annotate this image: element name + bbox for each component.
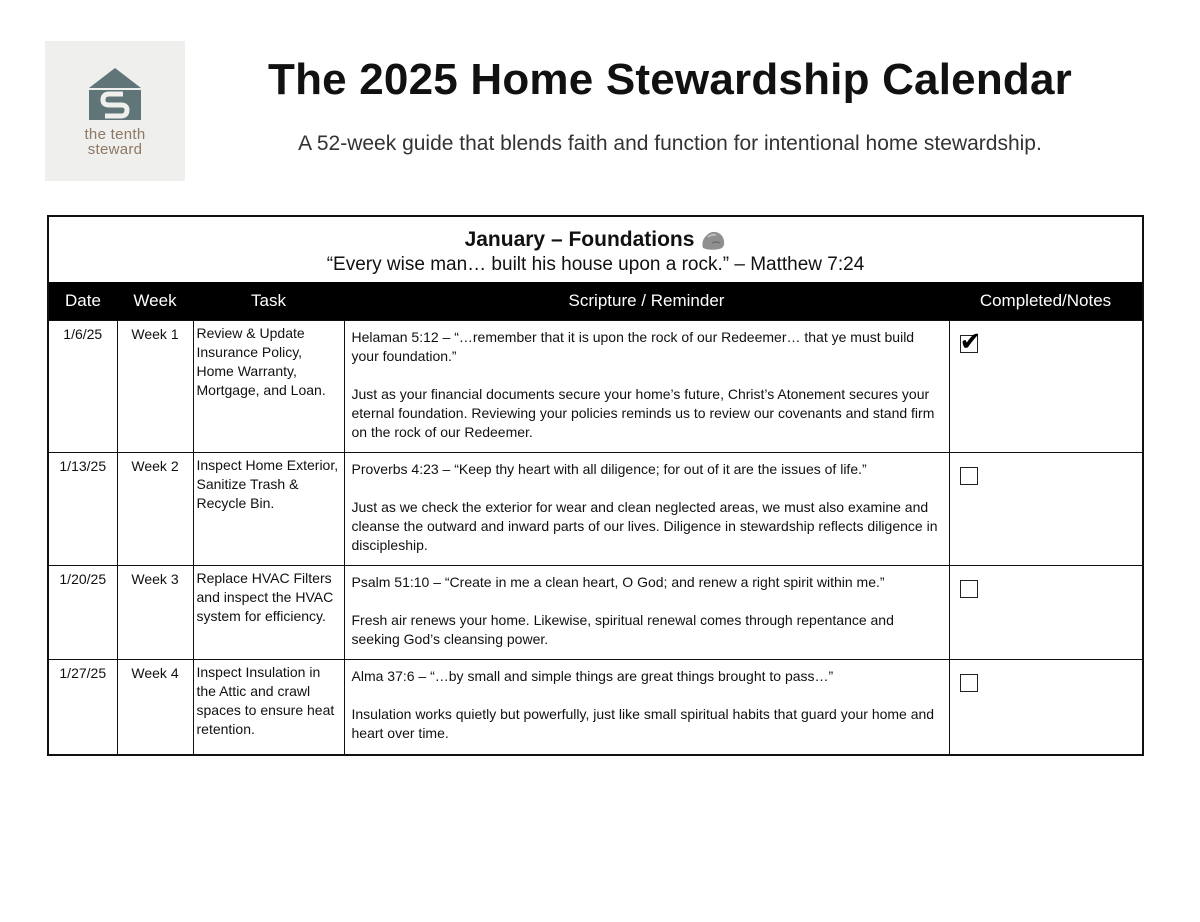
task-cell: Replace HVAC Filters and inspect the HVAC system for efficiency. xyxy=(193,566,344,660)
date-cell: 1/6/25 xyxy=(49,321,117,453)
task-cell: Inspect Home Exterior, Sanitize Trash & Recycle Bin. xyxy=(193,453,344,566)
checkmark-icon: ✔ xyxy=(959,326,982,356)
scripture-cell xyxy=(344,453,949,566)
completed-notes-cell[interactable] xyxy=(949,453,1142,566)
tasks-table xyxy=(49,282,1142,754)
table-header-row xyxy=(49,282,1142,321)
completed-notes-cell[interactable] xyxy=(949,321,1142,453)
logo-text-line1: the tenth xyxy=(84,126,146,143)
date-cell: 1/27/25 xyxy=(49,660,117,754)
table-row xyxy=(49,660,1142,754)
rock-icon xyxy=(700,229,726,251)
week-cell: Week 1 xyxy=(117,321,193,453)
scripture-reference: Helaman 5:12 – “…remember that it is upon the rock of our Redeemer… that ye must build your foundation.” xyxy=(351,329,915,364)
scripture-cell xyxy=(344,566,949,660)
week-cell: Week 2 xyxy=(117,453,193,566)
column-header-task: Task xyxy=(193,282,344,321)
reminder-text: Insulation works quietly but powerfully, just like small spiritual habits that guard your home and heart over time. xyxy=(351,706,935,741)
reminder-text: Fresh air renews your home. Likewise, spiritual renewal comes through repentance and seeking God’s cleansing power. xyxy=(351,612,894,647)
task-cell: Inspect Insulation in the Attic and crawl spaces to ensure heat retention. xyxy=(193,660,344,754)
completed-notes-cell[interactable] xyxy=(949,566,1142,660)
scripture-cell xyxy=(344,321,949,453)
month-quote: “Every wise man… built his house upon a rock.” – Matthew 7:24 xyxy=(326,254,865,275)
table-row xyxy=(49,453,1142,566)
house-logo-icon xyxy=(87,66,143,122)
column-header-date: Date xyxy=(49,282,117,321)
brand-logo xyxy=(45,41,185,181)
completed-notes-cell[interactable] xyxy=(949,660,1142,754)
scripture-reference: Alma 37:6 – “…by small and simple things are great things brought to pass…” xyxy=(351,668,834,684)
reminder-text: Just as we check the exterior for wear and clean neglected areas, we must also examine and cleanse the outward and inward parts of our lives. Diligence in stewardship reflects diligence in discipleship. xyxy=(351,499,938,553)
completed-checkbox[interactable] xyxy=(960,580,978,598)
reminder-text: Just as your financial documents secure your home’s future, Christ’s Atonement secures your eternal foundation. Reviewing your policies reminds us to review our covenants and stand firm on the rock of our Redeemer. xyxy=(351,386,935,440)
task-cell: Review & Update Insurance Policy, Home Warranty, Mortgage, and Loan. xyxy=(193,321,344,453)
month-header xyxy=(49,217,1142,282)
scripture-reference: Psalm 51:10 – “Create in me a clean heart, O God; and renew a right spirit within me.” xyxy=(351,574,885,590)
column-header-scripture: Scripture / Reminder xyxy=(344,282,949,321)
completed-checkbox[interactable] xyxy=(960,674,978,692)
week-cell: Week 4 xyxy=(117,660,193,754)
date-cell: 1/13/25 xyxy=(49,453,117,566)
table-row xyxy=(49,566,1142,660)
week-cell: Week 3 xyxy=(117,566,193,660)
page-title: The 2025 Home Stewardship Calendar xyxy=(268,55,1072,104)
completed-checkbox[interactable] xyxy=(960,467,978,485)
date-cell: 1/20/25 xyxy=(49,566,117,660)
column-header-week: Week xyxy=(117,282,193,321)
scripture-cell xyxy=(344,660,949,754)
calendar-table xyxy=(47,215,1144,756)
logo-text-line2: steward xyxy=(87,141,143,158)
completed-checkbox[interactable] xyxy=(959,326,982,356)
month-title: January – Foundations xyxy=(464,228,695,251)
column-header-completed: Completed/Notes xyxy=(949,282,1142,321)
table-row xyxy=(49,321,1142,453)
scripture-reference: Proverbs 4:23 – “Keep thy heart with all diligence; for out of it are the issues of life.” xyxy=(351,461,867,477)
page-subtitle: A 52-week guide that blends faith and function for intentional home stewardship. xyxy=(298,132,1042,155)
